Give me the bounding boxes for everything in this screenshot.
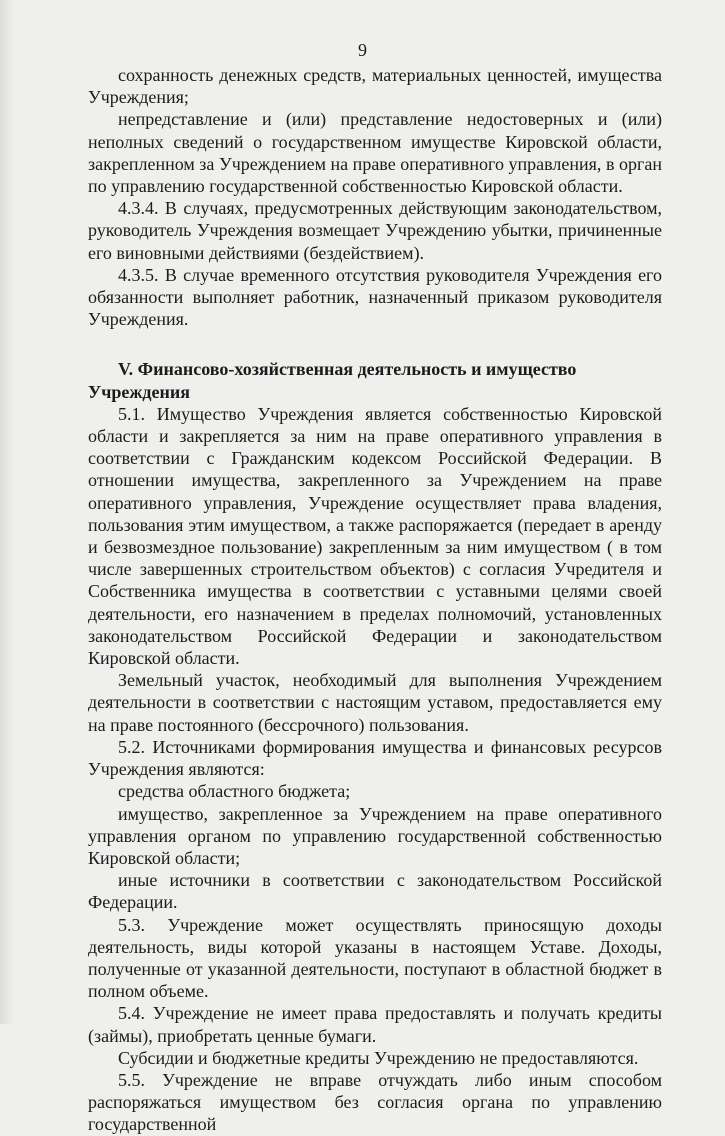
paragraph-5-5: 5.5. Учреждение не вправе отчуждать либо иным способом распоряжаться имуществом без согласия органа по управлению государственной	[88, 1069, 662, 1135]
list-item: средства областного бюджета;	[118, 781, 351, 802]
paragraph-5-3: 5.3. Учреждение может осуществлять приносящую доходы деятельность, виды которой указаны в настоящем Уставе. Доходы, полученные от указанной деятельности, поступают в областной бюджет в полном объеме.	[88, 914, 662, 1002]
paragraph-5-1: 5.1. Имущество Учреждения является собственностью Кировской области и закрепляется за ним на праве оперативного управления в соответствии с Гражданским кодексом Российской Федерации. В отношении имущества, закрепленного за Учреждением на праве оперативного управления, Учреждение осуществляет права владения, пользования этим имуществом, а также распоряжается (передает в аренду и безвозмездное пользование) закрепленным за ним имуществом ( в том числе завершенных строительством объектов) с согласия Учредителя и Собственника имущества в соответствии с уставными целями своей деятельности, его назначением в пределах полномочий, установленных законодательством Российской Федерации и законодательством Кировской области.	[88, 403, 662, 669]
paragraph-4-3-5: 4.3.5. В случае временного отсутствия руководителя Учреждения его обязанности выполняет работник, назначенный приказом руководителя Учреждения.	[88, 264, 662, 330]
paragraph-5-2: 5.2. Источниками формирования имущества и финансовых ресурсов Учреждения являются:	[88, 736, 662, 780]
paragraph-4-3-4: 4.3.4. В случаях, предусмотренных действующим законодательством, руководитель Учреждения возмещает Учреждению убытки, причиненные его виновными действиями (бездействием).	[88, 198, 662, 263]
paragraph-item: непредставление и (или) представление недостоверных и (или) неполных сведений о государственном имуществе Кировской области, закрепленном за Учреждением на праве оперативного управления, в орган по управлению государственной собственностью Кировской области.	[88, 109, 662, 197]
paragraph-land-plot: Земельный участок, необходимый для выполнения Учреждением деятельности в соответствии с настоящим уставом, предоставляется ему на праве постоянного (бессрочного) пользования.	[88, 670, 662, 735]
paragraph-5-4: 5.4. Учреждение не имеет права предоставлять и получать кредиты (займы), приобретать ценные бумаги.	[88, 1003, 662, 1046]
section-heading: V. Финансово-хозяйственная деятельность и имущество Учреждения	[88, 359, 577, 402]
list-item: имущество, закрепленное за Учреждением на праве оперативного управления органом по управлению государственной собственностью Кировской области;	[88, 803, 662, 868]
list-item: иные источники в соответствии с законодательством Российской Федерации.	[88, 870, 662, 913]
page-number: 9	[358, 40, 367, 60]
document-body	[88, 64, 662, 1136]
scan-edge-shadow	[0, 0, 14, 1024]
paragraph-subsidies: Субсидии и бюджетные кредиты Учреждению не предоставляются.	[118, 1047, 639, 1068]
paragraph-item: сохранность денежных средств, материальных ценностей, имущества Учреждения;	[88, 65, 662, 108]
